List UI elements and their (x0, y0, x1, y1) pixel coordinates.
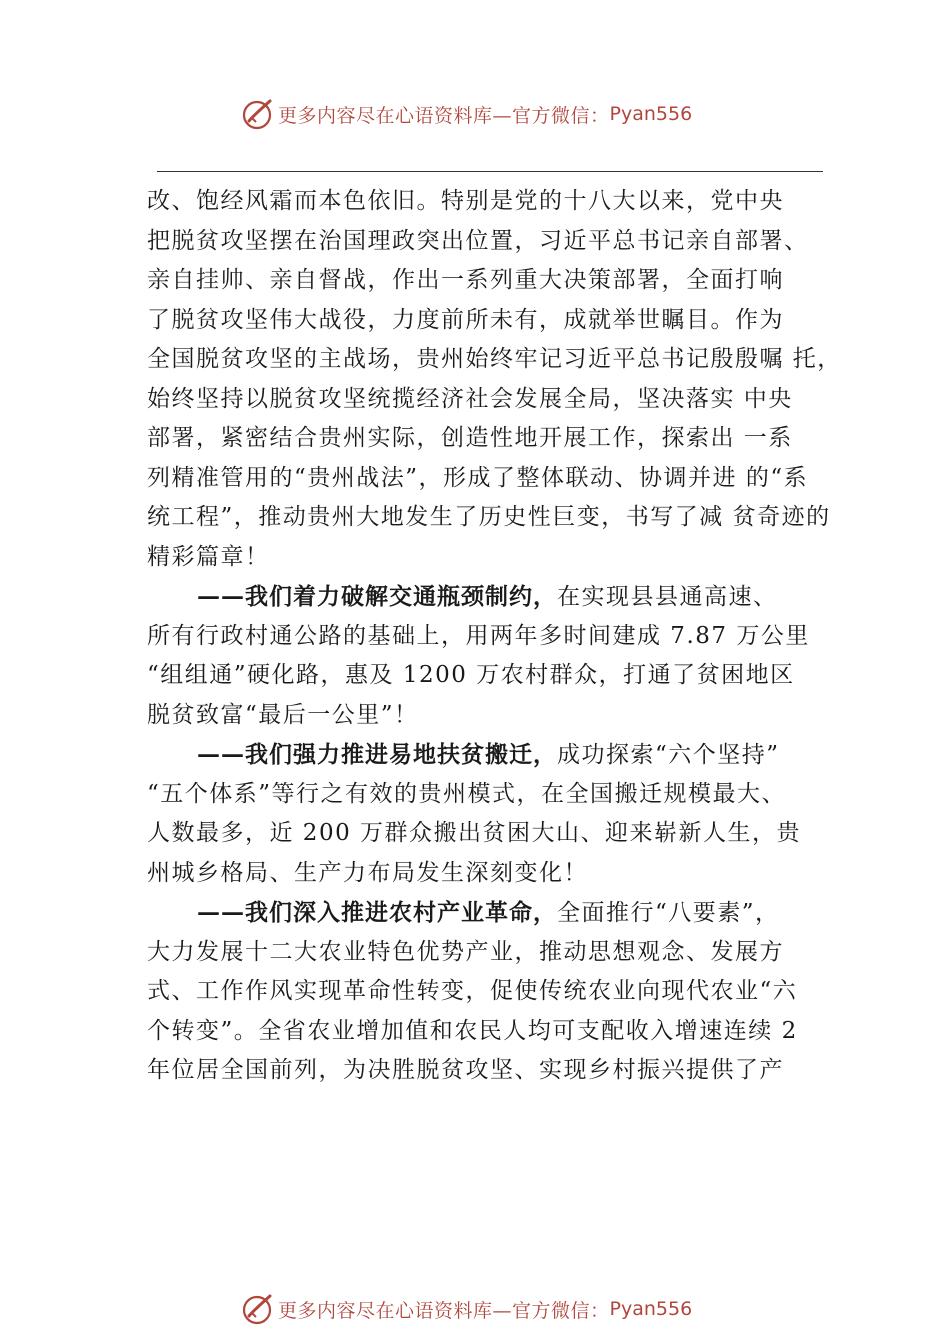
header-banner (240, 96, 692, 132)
line-text: “五个体系”等行之有效的贵州模式，在全国搬迁规模最大、 (147, 780, 787, 807)
text-line (147, 893, 847, 933)
text-line (147, 419, 847, 459)
text-line (147, 261, 847, 301)
text-line (147, 617, 847, 657)
text-line (147, 498, 847, 538)
footer-banner (240, 1291, 692, 1327)
bold-lead-in: ——我们着力破解交通瓶颈制约， (197, 583, 557, 610)
text-line (147, 933, 847, 973)
line-text: 精彩篇章！ (147, 543, 270, 570)
line-text: 年位居全国前列，为决胜脱贫攻坚、实现乡村振兴提供了产 (147, 1057, 784, 1083)
text-line (147, 222, 847, 262)
brush-pen-logo-icon (240, 1292, 274, 1326)
article-body (147, 182, 847, 1091)
line-text: 在实现县县通高速、 (557, 584, 778, 610)
line-text: 始终坚持以脱贫攻坚统揽经济社会发展全局，坚决落实 中央 (147, 385, 793, 412)
text-line (147, 814, 847, 854)
line-text: 了脱贫攻坚伟大战役，力度前所未有，成就举世瞩目。作为 (147, 306, 784, 333)
header-rule (157, 171, 823, 172)
line-text: 统工程”，推动贵州大地发生了历史性巨变，书写了减 贫奇迹的 (147, 504, 831, 530)
line-text: “组组通”硬化路，惠及 1200 万农村群众，打通了贫困地区 (147, 662, 795, 688)
text-line (147, 577, 847, 617)
line-text: 把脱贫攻坚摆在治国理政突出位置，习近平总书记亲自部署、 (147, 227, 809, 254)
line-text: 脱贫致富“最后一公里”！ (147, 701, 419, 728)
text-line (147, 182, 847, 222)
text-line (147, 1051, 847, 1091)
line-text: 式、工作作风实现革命性转变，促使传统农业向现代农业“六 (147, 978, 798, 1004)
line-text: 全面推行“八要素”， (557, 900, 780, 926)
footer-banner-handle: Pyan556 (609, 1298, 693, 1320)
line-text: 大力发展十二大农业特色优势产业，推动思想观念、发展方 (147, 938, 784, 965)
text-line (147, 854, 847, 894)
text-line (147, 656, 847, 696)
line-text: 个转变”。全省农业增加值和农民人均可支配收入增速连续 2 (147, 1017, 798, 1044)
bold-lead-in: ——我们深入推进农村产业革命， (197, 899, 557, 926)
line-text: 改、饱经风霜而本色依旧。特别是党的十八大以来，党中央 (147, 188, 784, 214)
line-text: 人数最多，近 200 万群众搬出贫困大山、迎来崭新人生，贵 (147, 820, 802, 846)
line-text: 亲自挂帅、亲自督战，作出一系列重大决策部署，全面打响 (147, 267, 784, 293)
line-text: 部署，紧密结合贵州实际，创造性地开展工作，探索出 一系 (147, 425, 793, 451)
line-text: 成功探索“六个坚持” (557, 742, 780, 768)
text-line (147, 538, 847, 578)
line-text: 列精准管用的“贵州战法”，形成了整体联动、协调并进 的“系 (147, 464, 809, 491)
bold-lead-in: ——我们强力推进易地扶贫搬迁， (197, 741, 557, 768)
text-line (147, 1012, 847, 1052)
text-line (147, 696, 847, 736)
line-text: 所有行政村通公路的基础上，用两年多时间建成 7.87 万公里 (147, 622, 810, 649)
line-text: 全国脱贫攻坚的主战场，贵州始终牢记习近平总书记殷殷嘱 托， (147, 346, 842, 372)
text-line (147, 459, 847, 499)
text-line (147, 301, 847, 341)
text-line (147, 735, 847, 775)
line-text: 州城乡格局、生产力布局发生深刻变化！ (147, 859, 588, 886)
text-line (147, 775, 847, 815)
text-line (147, 340, 847, 380)
text-line (147, 380, 847, 420)
header-banner-handle: Pyan556 (609, 103, 693, 125)
footer-banner-text: 更多内容尽在心语资料库—官方微信： (278, 1299, 610, 1322)
text-line (147, 972, 847, 1012)
header-banner-text: 更多内容尽在心语资料库—官方微信： (278, 104, 610, 127)
brush-pen-logo-icon (240, 97, 274, 131)
